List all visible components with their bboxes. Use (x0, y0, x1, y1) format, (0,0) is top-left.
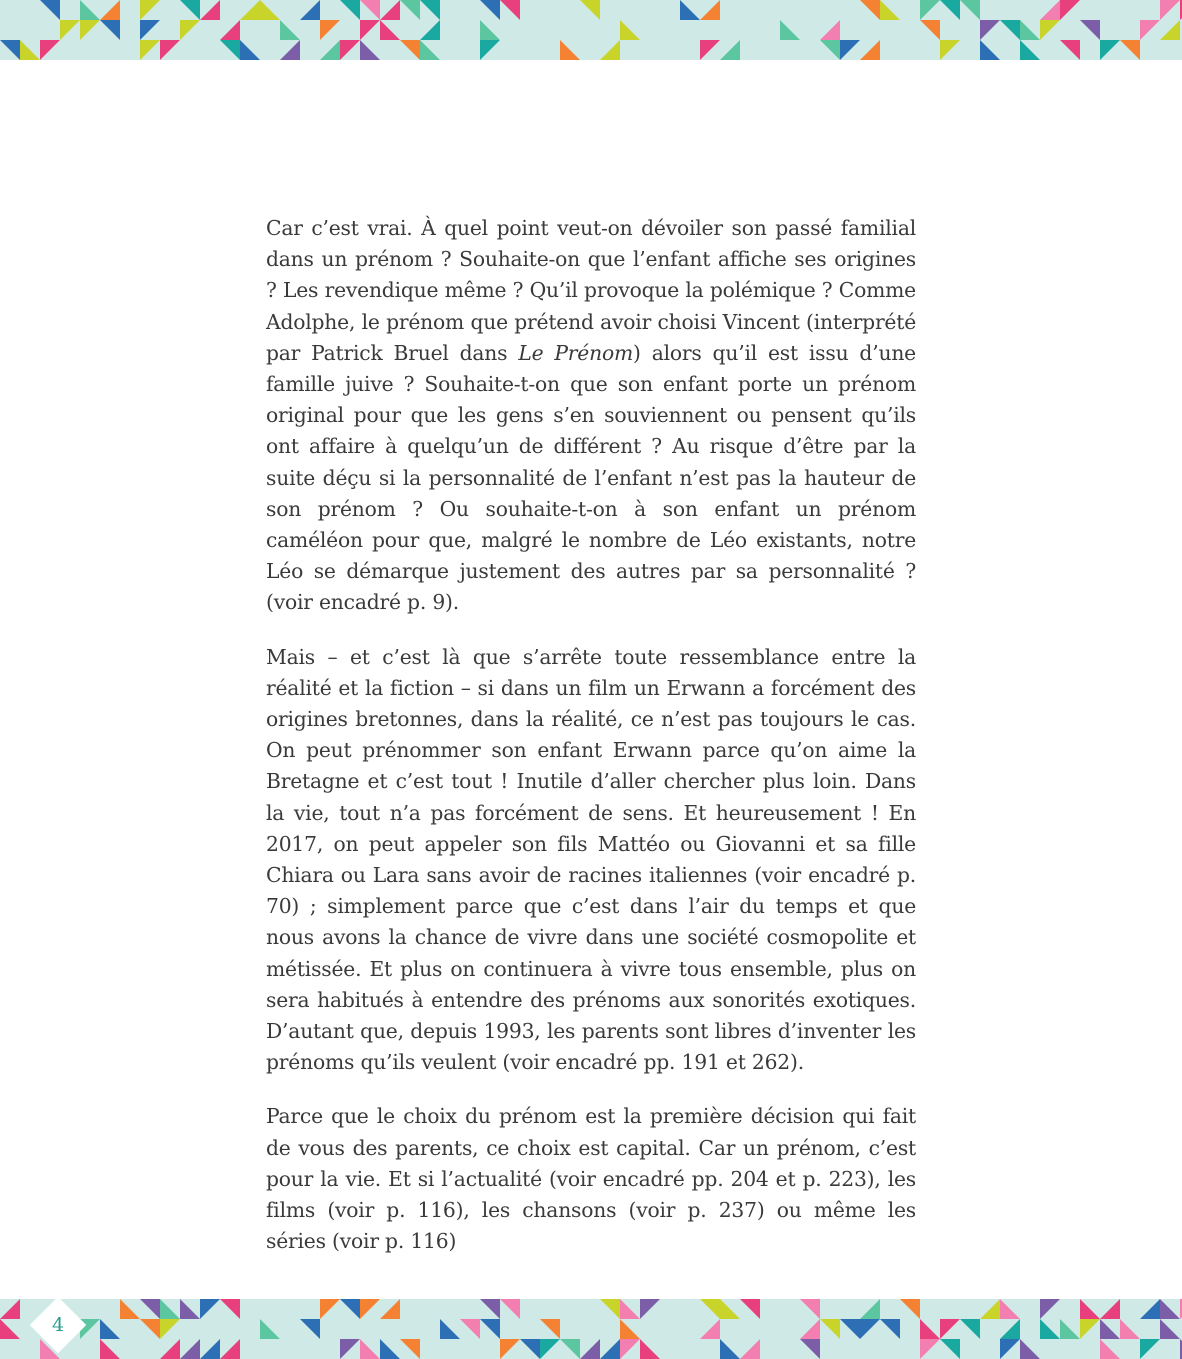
paragraph-3: Parce que le choix du prénom est la première décision qui fait de vous des parents, ce choix est capital. Car un prénom, c’est pour la vie. Et si l’actualité (voir encadré pp. 204 et p. 223), les films (voir p. 116), les chansons (voir p. 237) ou même les séries (voir p. 116) (266, 1104, 916, 1254)
film-title: Le Prénom (518, 340, 634, 365)
paragraph-1-part-2: ) alors qu’il est issu d’une famille juive ? Souhaite-t-on que son enfant porte un prénom original pour que les gens s’en souviennent ou pensent qu’ils ont affaire à quelqu’un de différent ? Au risque d’être par la suite déçu si la personnalité de l’enfant n’est pas la hauteur de son prénom ? Ou souhaite-t-on à son enfant un prénom caméléon pour que, malgré le nombre de Léo existants, notre Léo se démarque justement des autres par sa personnalité ? (voir encadré p. 9). (266, 340, 916, 615)
paragraph-2: Mais – et c’est là que s’arrête toute ressemblance entre la réalité et la fiction – si dans un film un Erwann a forcément des origines bretonnes, dans la réalité, ce n’est pas toujours le cas. On peut prénommer son enfant Erwann parce qu’on aime la Bretagne et c’est tout ! Inutile d’aller chercher plus loin. Dans la vie, tout n’a pas forcément de sens. Et heureusement ! En 2017, on peut appeler son fils Mattéo ou Giovanni et sa fille Chiara ou Lara sans avoir de racines italiennes (voir encadré p. 70) ; simplement parce que c’est dans l’air du temps et que nous avons la chance de vivre dans une société cosmopolite et métissée. Et plus on continuera à vivre tous ensemble, plus on sera habitués à entendre des prénoms aux sonorités exotiques. D’autant que, depuis 1993, les parents sont libres d’inventer les prénoms qu’ils veulent (voir encadré pp. 191 et 262). (266, 644, 916, 1075)
paragraph-1-part-1: Car c’est vrai. À quel point veut-on dévoiler son passé familial dans un prénom ? Souhaite-on que l’enfant affiche ses origines ? Les revendique même ? Qu’il provoque la polémique ? Comme Adolphe, le prénom que prétend avoir choisi Vincent (interprété par Patrick Bruel dans (266, 216, 916, 365)
triangle-pattern (0, 1299, 1182, 1359)
body-text (266, 213, 916, 1281)
triangle-pattern (0, 0, 1182, 60)
decorative-triangle-band-top (0, 0, 1182, 60)
page-number: 4 (51, 1314, 65, 1336)
decorative-triangle-band-bottom (0, 1299, 1182, 1359)
paragraph-1 (266, 213, 916, 619)
